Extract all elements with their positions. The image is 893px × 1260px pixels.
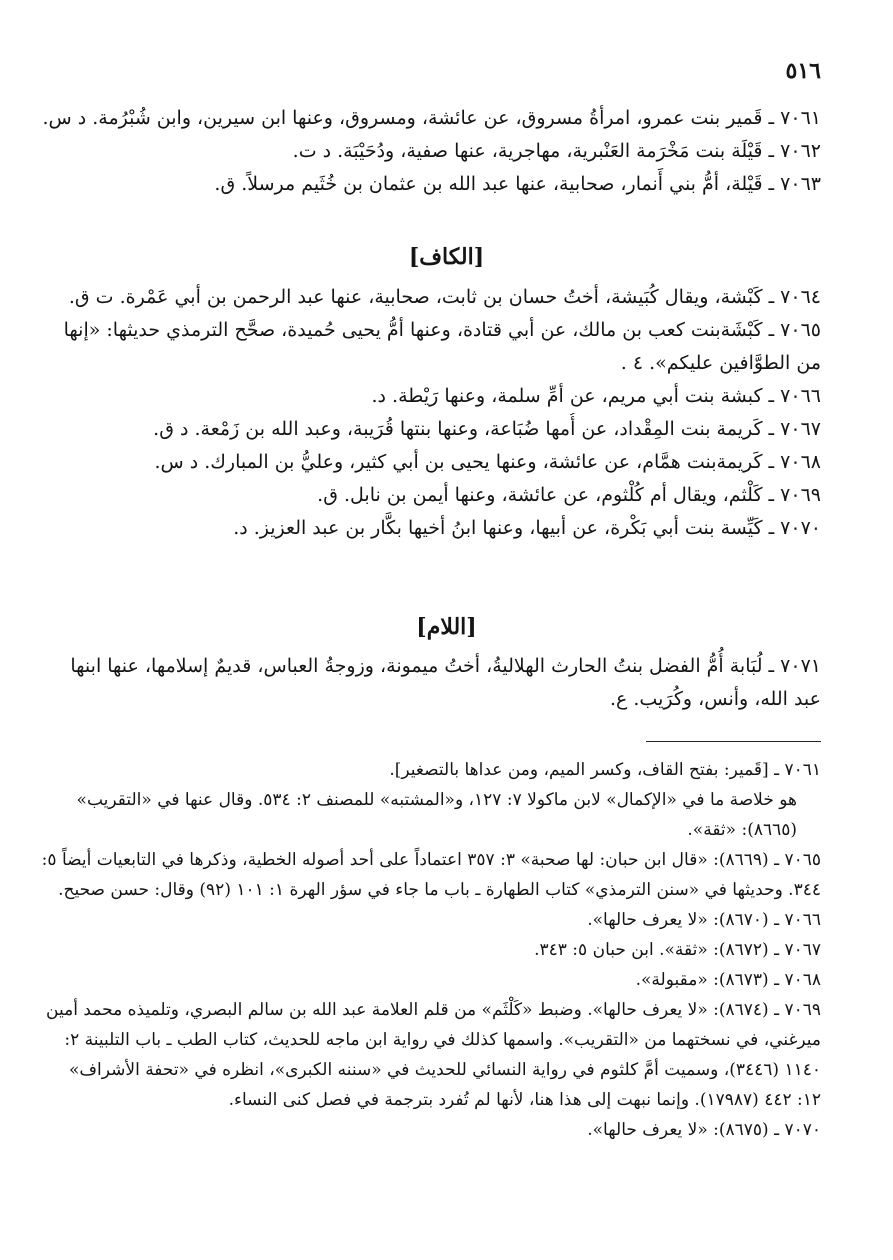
- footnote-7061: ٧٠٦١ ـ [قَمير: بفتح القاف، وكسر الميم، ومن عداها بالتصغير].: [389, 760, 821, 780]
- entries-qaf-section: [40, 102, 821, 201]
- footnote-7061-detail: هو خلاصة ما في «الإكمال» لابن ماكولا ٧: ١٢٧، و«المشتبه» للمصنف ٢: ٥٣٤. وقال عنها في «التقريب» (٨٦٦٥): «ثقة».: [76, 790, 797, 840]
- entry-7067: ٧٠٦٧ ـ كَريمة بنت المِقْداد، عن أُمها ضُبَاعة، وعنها بنتها قُرَيبة، وعبد الله بن زَمْعة. د ق.: [153, 418, 821, 440]
- entry-7061: ٧٠٦١ ـ قَمير بنت عمرو، امرأةُ مسروق، عن عائشة، ومسروق، وعنها ابن سيرين، وابن شُبْرُمة. د س.: [42, 107, 821, 129]
- footnote-7067: ٧٠٦٧ ـ (٨٦٧٢): «ثقة». ابن حبان ٥: ٣٤٣.: [534, 940, 821, 960]
- footnotes: [40, 755, 821, 1145]
- section-heading-lam: [اللام]: [416, 614, 477, 640]
- entries-kaf-section: [40, 281, 821, 545]
- page-number: ٥١٦: [785, 58, 821, 84]
- footnote-7068: ٧٠٦٨ ـ (٨٦٧٣): «مقبولة».: [635, 970, 821, 990]
- entry-7066: ٧٠٦٦ ـ كبشة بنت أبي مريم، عن أمِّ سلمة، وعنها رَيْطة. د.: [371, 385, 821, 407]
- entry-7065: ٧٠٦٥ ـ كَبْشَةبنت كعب بن مالك، عن أبي قتادة، وعنها أمُّ يحيى حُميدة، صحَّح الترمذي حديثها: «إنها من الطوَّافين عليكم». ٤ .: [63, 319, 821, 374]
- entry-7064: ٧٠٦٤ ـ كَبْشة، ويقال كُبَيشة، أختُ حسان بن ثابت، صحابية، عنها عبد الرحمن بن أبي عَمْرة. ت ق.: [68, 286, 821, 308]
- entry-7069: ٧٠٦٩ ـ كَلْثم، ويقال أم كُلْثوم، عن عائشة، وعنها أيمن بن نابل. ق.: [317, 484, 821, 506]
- entry-7062: ٧٠٦٢ ـ قَيْلَة بنت مَخْرَمة العَنْبرية، مهاجرية، عنها صفية، ودُحَيْبَة. د ت.: [292, 140, 821, 162]
- section-heading-kaf: [الكاف]: [408, 244, 485, 270]
- footnote-7066: ٧٠٦٦ ـ (٨٦٧٠): «لا يعرف حالها».: [587, 910, 821, 930]
- footnote-7070: ٧٠٧٠ ـ (٨٦٧٥): «لا يعرف حالها».: [587, 1120, 821, 1140]
- footnote-7065: ٧٠٦٥ ـ (٨٦٦٩): «قال ابن حبان: لها صحبة» ٣: ٣٥٧ اعتماداً على أحد أصوله الخطية، وذكرها في التابعيات أيضاً ٥: ٣٤٤. وحديثها في «سنن الترمذي» كتاب الطهارة ـ باب ما جاء في سؤر الهرة ١: ١٠١ (٩٢) وقال: حسن صحيح.: [41, 850, 821, 900]
- entry-7068: ٧٠٦٨ ـ كَريمةبنت همَّام، عن عائشة، وعنها يحيى بن أبي كثير، وعليُّ بن المبارك. د س.: [154, 451, 821, 473]
- entry-7063: ٧٠٦٣ ـ قَيْلة، أمُّ بني أَنمار، صحابية، عنها عبد الله بن عثمان بن خُثَيم مرسلاً. ق.: [214, 173, 821, 195]
- entry-7071: ٧٠٧١ ـ لُبَابة أُمُّ الفضل بنتُ الحارث الهلاليةُ، أختُ ميمونة، وزوجةُ العباس، قديمٌ إسلامها، عنها ابنها عبد الله، وأنس، وكُرَيب. ع.: [70, 655, 821, 710]
- footnote-divider: [646, 741, 821, 742]
- entry-7070: ٧٠٧٠ ـ كَيِّسة بنت أبي بَكْرة، عن أبيها، وعنها ابنُ أخيها بكَّار بن عبد العزيز. د.: [233, 517, 821, 539]
- entries-lam-section: [40, 650, 821, 716]
- footnote-7069: ٧٠٦٩ ـ (٨٦٧٤): «لا يعرف حالها». وضبط «كَلْثَم» من قلم العلامة عبد الله بن سالم البصري، وتلميذه محمد أمين ميرغني، في نسختهما من «التقريب». واسمها كذلك في رواية ابن ماجه للحديث، كتاب الطب ـ باب التلبينة ٢: ١١٤٠ (٣٤٤٦)، وسميت أمَّ كلثوم في رواية النسائي للحديث في «سننه الكبرى»، انظره في «تحفة الأشراف» ١٢: ٤٤٢ (١٧٩٨٧). وإنما نبهت إلى هذا هنا، لأنها لم تُفرد بترجمة في فصل كنى النساء.: [46, 1000, 821, 1110]
